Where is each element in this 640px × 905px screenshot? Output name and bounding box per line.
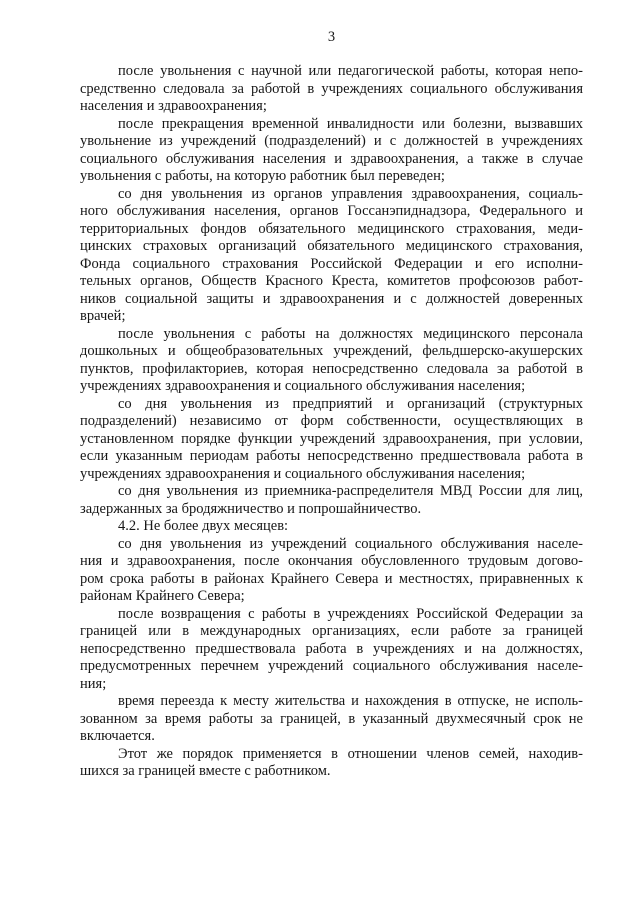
- paragraph-line: после увольнения с научной или педагогической работы, которая непо-: [118, 63, 583, 79]
- paragraph-line: со дня увольнения из предприятий и организаций (структурных: [118, 395, 583, 412]
- paragraph: [80, 483, 583, 518]
- paragraph-line: включается.: [80, 728, 155, 744]
- paragraph-line: ного обслуживания населения, органов Госсанэпиднадзора, Федерального и: [80, 203, 583, 219]
- paragraph-line: ния;: [80, 675, 107, 692]
- paragraph-line: после прекращения временной инвалидности или болезни, вызвавших: [118, 115, 583, 132]
- paragraph-line: пунктов, профилакториев, которая непосредственно следовала за работой в: [80, 360, 583, 377]
- paragraph-line: со дня увольнения из органов управления здравоохранения, социаль-: [118, 185, 583, 202]
- paragraph-line: Фонда социального страхования Российской Федерации и его исполни-: [80, 255, 583, 272]
- paragraph-line: увольнение из учреждений (подразделений) и с должностей в учреждениях: [80, 133, 583, 149]
- page-number: 3: [327, 29, 336, 45]
- paragraph-line: границей или в международных организациях, если работе за границей: [80, 623, 583, 639]
- paragraph: [80, 63, 583, 116]
- paragraph-line: учреждениях здравоохранения и социального обслуживания населения;: [80, 378, 526, 394]
- paragraph-line: Этот же порядок применяется в отношении членов семей, находив-: [118, 745, 583, 762]
- paragraph-line: ников социальной защиты и здравоохранения и с должностей доверенных: [80, 290, 583, 307]
- paragraph-line: врачей;: [80, 308, 126, 324]
- paragraph: [80, 746, 583, 781]
- paragraph-line: установленном порядке функции учреждений здравоохранения, при условии,: [80, 430, 583, 447]
- paragraph-line: ром срока работы в районах Крайнего Севера и местностях, приравненных к: [80, 570, 583, 587]
- paragraph-line: предусмотренных перечнем учреждений социального обслуживания населе-: [80, 658, 583, 674]
- paragraph-line: увольнения с работы, на которую работник был переведен;: [80, 168, 445, 184]
- paragraph: [80, 116, 583, 186]
- paragraph: [80, 606, 583, 694]
- paragraph-line: учреждениях здравоохранения и социального обслуживания населения;: [80, 465, 526, 482]
- document-body: [80, 63, 583, 781]
- paragraph-line: после увольнения с работы на должностях медицинского персонала: [118, 325, 583, 342]
- paragraph-line: дошкольных и общеобразовательных учреждений, фельдшерско-акушерских: [80, 343, 583, 359]
- paragraph-line: районам Крайнего Севера;: [80, 588, 245, 604]
- section-heading-text: 4.2. Не более двух месяцев:: [118, 518, 289, 534]
- paragraph-line: ния и здравоохранения, после окончания обусловленного трудовым догово-: [80, 553, 583, 569]
- paragraph: [80, 186, 583, 326]
- paragraph-line: шихся за границей вместе с работником.: [80, 763, 331, 779]
- paragraph: [80, 693, 583, 746]
- paragraph-line: тельных органов, Обществ Красного Креста, комитетов профсоюзов работ-: [80, 273, 583, 289]
- paragraph: [80, 396, 583, 484]
- paragraph-line: если указанным периодам работы непосредственно предшествовала работа в: [80, 448, 583, 464]
- paragraph-line: социального обслуживания населения и здравоохранения, а также в случае: [80, 150, 583, 167]
- paragraph-line: задержанных за бродяжничество и попрошайничество.: [80, 500, 422, 517]
- paragraph-line: непосредственно предшествовала работа в учреждениях и на должностях,: [80, 640, 583, 657]
- paragraph-line: зованном за время работы за границей, в указанный двухмесячный срок не: [80, 710, 583, 727]
- paragraph-line: после возвращения с работы в учреждениях Российской Федерации за: [118, 605, 583, 622]
- paragraph-line: время переезда к месту жительства и нахождения в отпуске, не исполь-: [118, 693, 583, 709]
- paragraph-line: цинских страховых организаций обязательного медицинского страхования,: [80, 238, 583, 254]
- paragraph-line: территориальных фондов обязательного медицинского страхования, меди-: [80, 220, 583, 237]
- paragraph-line: средственно следовала за работой в учреждениях социального обслуживания: [80, 80, 583, 97]
- paragraph: [80, 536, 583, 606]
- paragraph-line: подразделений) независимо от форм собственности, осуществляющих в: [80, 413, 583, 429]
- paragraph: [80, 326, 583, 396]
- paragraph-line: населения и здравоохранения;: [80, 98, 267, 114]
- paragraph-line: со дня увольнения из учреждений социального обслуживания населе-: [118, 535, 583, 552]
- paragraph-line: со дня увольнения из приемника-распределителя МВД России для лиц,: [118, 483, 583, 499]
- section-heading: [80, 518, 583, 536]
